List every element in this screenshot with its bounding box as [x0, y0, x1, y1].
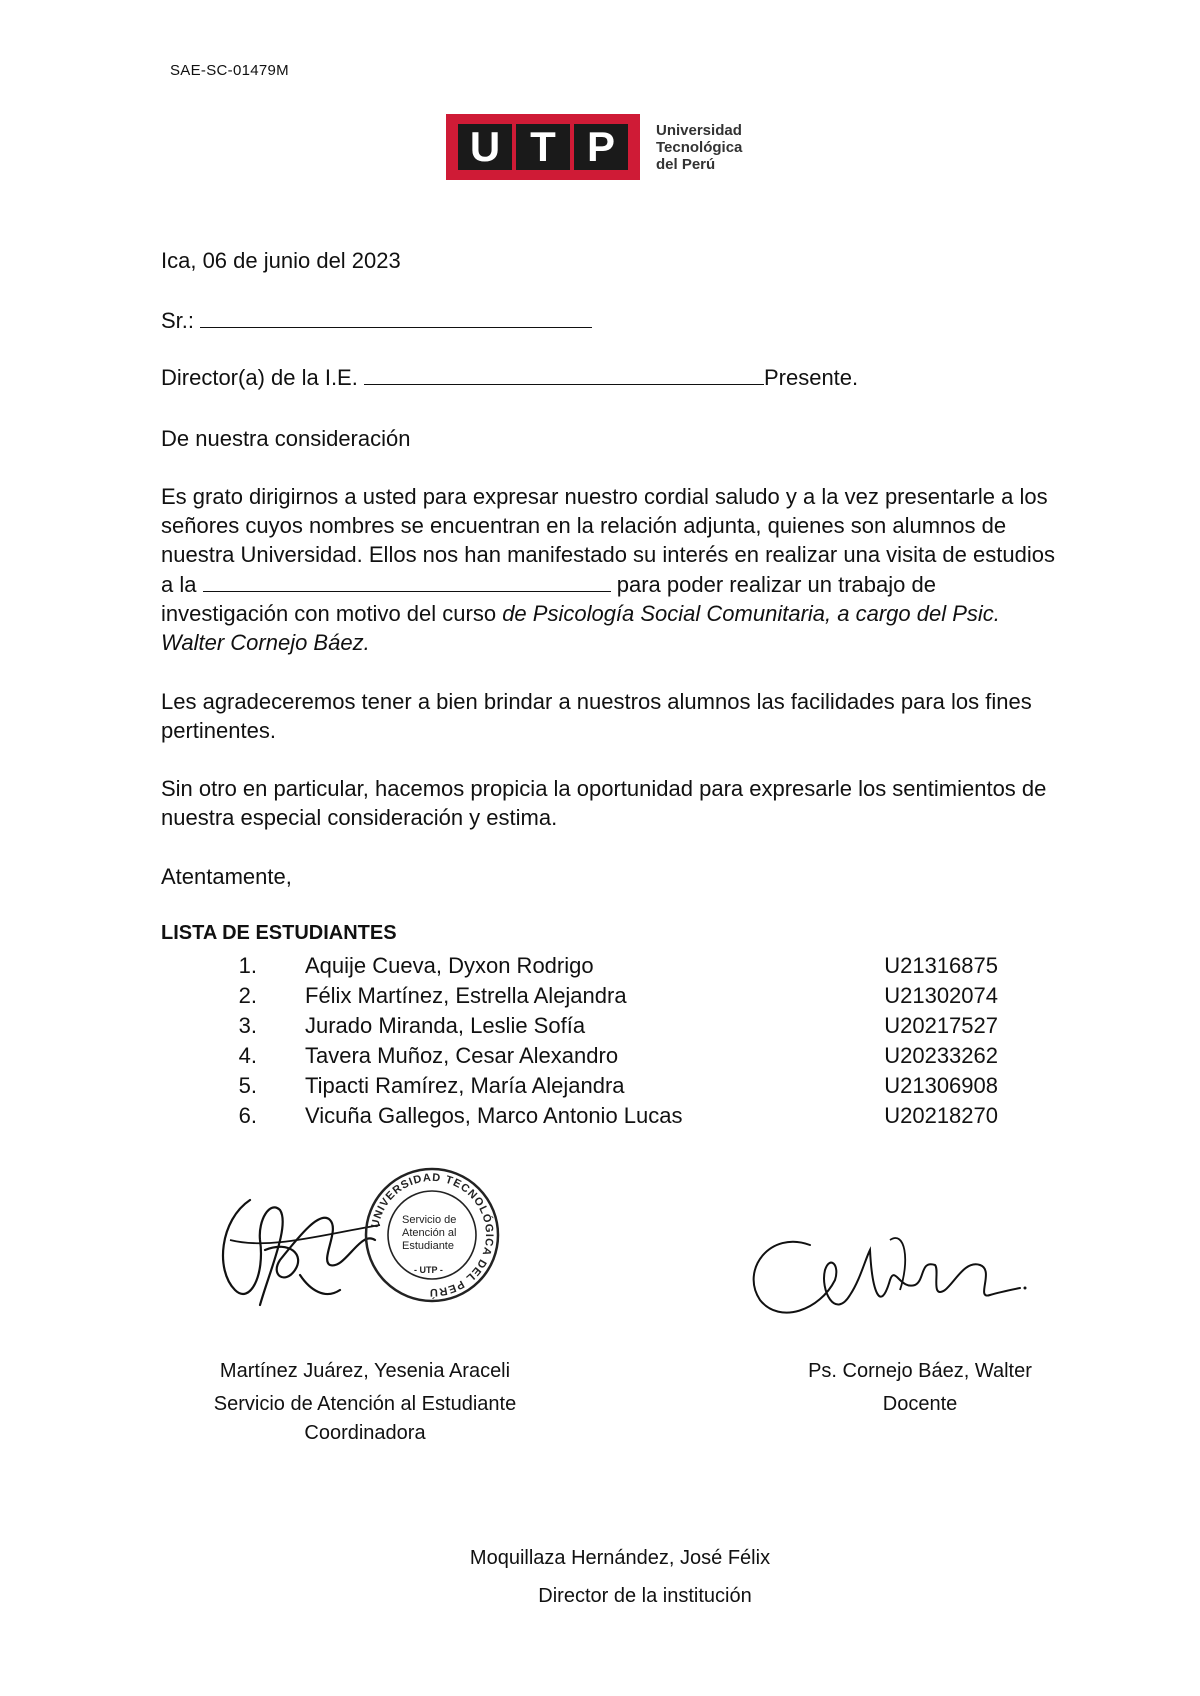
logo-wordmark [656, 122, 742, 173]
student-number: 1. [238, 953, 257, 978]
seal-ring-text: UNIVERSIDAD TECNOLÓGICA DEL PERÚ [369, 1171, 496, 1299]
signatory-left-role: Coordinadora [304, 1422, 426, 1444]
student-number: 3. [238, 1013, 257, 1038]
logo-letter-t: T [516, 124, 570, 170]
signatory-right [780, 1355, 1060, 1421]
signatory-left-name: Martínez Juárez, Yesenia Araceli [219, 1360, 511, 1382]
director-line [161, 362, 858, 392]
utp-logo [446, 114, 762, 180]
logo-line-3: del Perú [656, 156, 716, 173]
student-name: Tavera Muñoz, Cesar Alexandro [305, 1043, 619, 1068]
signatory-right-name: Ps. Cornejo Báez, Walter [808, 1360, 1032, 1382]
seal-bottom-text: - UTP - [414, 1265, 443, 1275]
signatory-left [175, 1355, 555, 1445]
students-title: LISTA DE ESTUDIANTES [161, 922, 397, 944]
seal-center-line-3: Estudiante [402, 1240, 454, 1252]
recipient-line [161, 305, 592, 335]
signatory-bottom-role: Director de la institución [538, 1585, 752, 1607]
seal-center-line-1: Servicio de [402, 1214, 457, 1226]
visit-place-blank [203, 569, 611, 592]
paragraph-closing: Sin otro en particular, hacemos propicia la oportunidad para expresarle los sentimientos de nuestra especial consideración y estima. [161, 776, 1047, 830]
paragraph-intro [161, 482, 1061, 657]
student-number: 5. [238, 1073, 257, 1098]
student-name: Félix Martínez, Estrella Alejandra [305, 983, 627, 1008]
document-code: SAE-SC-01479M [170, 62, 289, 79]
signature-right [740, 1220, 1040, 1330]
logo-letter-p: P [574, 124, 628, 170]
logo-mark [446, 114, 640, 180]
signatory-left-dept: Servicio de Atención al Estudiante [213, 1393, 517, 1415]
course-reference: de Psicología Social Comunitaria, a cargo del Psic. Walter Cornejo Báez. [161, 601, 1000, 655]
student-name: Tipacti Ramírez, María Alejandra [305, 1073, 625, 1098]
seal-center-line-2: Atención al [402, 1227, 457, 1239]
logo-line-2: Tecnológica [656, 139, 743, 156]
student-name: Jurado Miranda, Leslie Sofía [305, 1013, 586, 1038]
signatory-bottom-name: Moquillaza Hernández, José Félix [469, 1547, 771, 1569]
student-number: 6. [238, 1103, 257, 1128]
recipient-blank [200, 305, 592, 328]
presente-label: Presente. [763, 365, 859, 390]
student-code: U21316875 [884, 953, 998, 978]
student-code: U20218270 [884, 1103, 998, 1128]
sr-label: Sr.: [161, 308, 195, 333]
student-code: U21306908 [884, 1073, 998, 1098]
logo-letter-u: U [458, 124, 512, 170]
signatory-right-role: Docente [882, 1393, 958, 1415]
institution-blank [364, 362, 764, 385]
paragraph-intro-a: Es grato dirigirnos a usted para expresar nuestro cordial saludo y a la vez presentarle a los señores cuyos nombres se encuentran en la relación adjunta, quienes son alumnos de nuestra Universidad. Ellos nos han manifestado su interés en realizar una visita de estudios a la [161, 484, 1055, 597]
student-number: 4. [238, 1043, 257, 1068]
closing-salutation: Atentamente, [161, 864, 292, 889]
student-code: U20233262 [884, 1043, 998, 1068]
paragraph-intro-b: para poder realizar un trabajo de investigación con motivo del curso [161, 572, 936, 626]
student-code: U21302074 [884, 983, 998, 1008]
utp-seal [362, 1165, 502, 1305]
greeting: De nuestra consideración [161, 426, 411, 451]
logo-line-1: Universidad [656, 122, 742, 139]
student-name: Vicuña Gallegos, Marco Antonio Lucas [305, 1103, 683, 1128]
student-code: U20217527 [884, 1013, 998, 1038]
student-name: Aquije Cueva, Dyxon Rodrigo [305, 953, 594, 978]
student-number: 2. [238, 983, 257, 1008]
director-label: Director(a) de la I.E. [161, 365, 358, 390]
paragraph-thanks: Les agradeceremos tener a bien brindar a nuestros alumnos las facilidades para los fines pertinentes. [161, 689, 1032, 743]
signatory-bottom [420, 1542, 820, 1613]
letter-date: Ica, 06 de junio del 2023 [161, 248, 401, 273]
